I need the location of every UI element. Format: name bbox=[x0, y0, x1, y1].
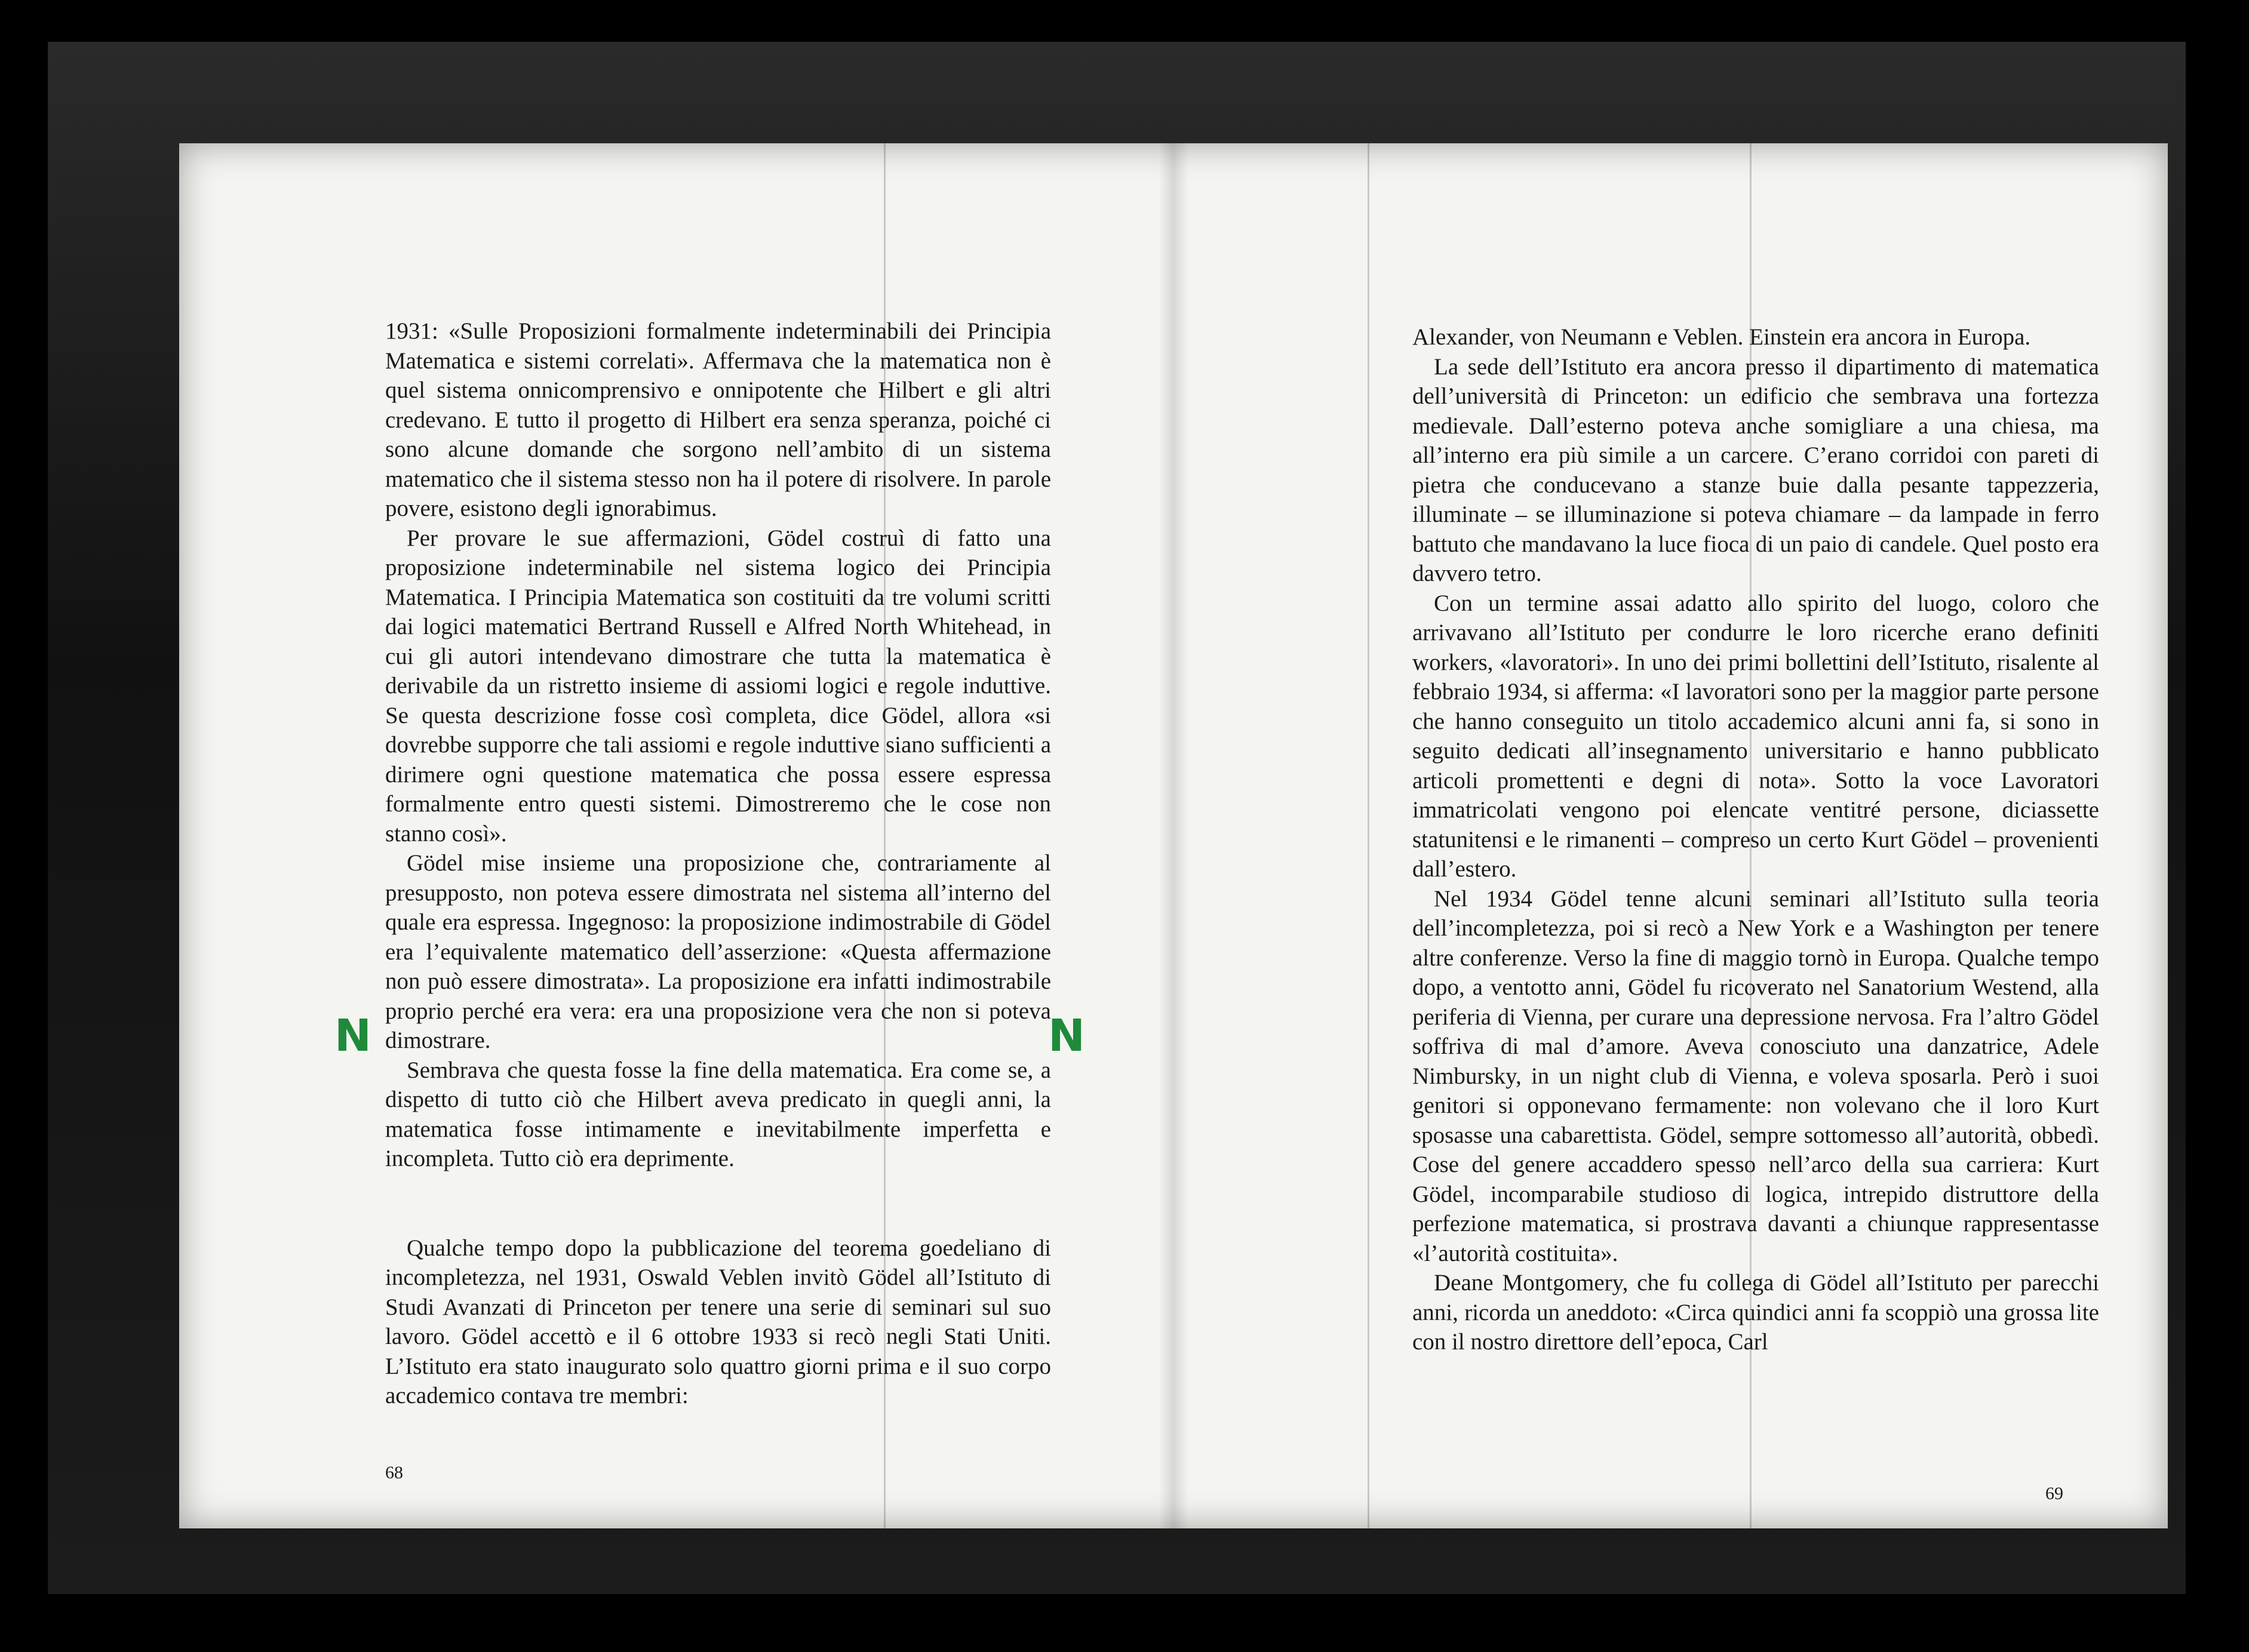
right-page bbox=[1173, 143, 2168, 1528]
section-break bbox=[385, 1174, 1051, 1233]
paragraph: Con un termine assai adatto allo spirito del luogo, coloro che arrivavano all’Istituto per condurre le loro ricerche erano definiti workers, «lavoratori». In uno dei primi bollettini dell’Istituto, risalente al febbraio 1934, si afferma: «I lavoratori sono per la maggior parte persone che hanno conseguito un titolo accademico alcuni anni fa, si sono in seguito dedicati all’insegnamento universitario e hanno pubblicato articoli promettenti e degni di nota». Sotto la voce Lavoratori immatricolati vengono poi elencate ventitré persone, diciassette statunitensi e le rimanenti – compreso un certo Kurt Gödel – provenienti dall’estero. bbox=[1412, 590, 2099, 882]
paragraph: Qualche tempo dopo la pubblicazione del teorema goedeliano di incompletezza, nel 1931, Oswald Veblen invitò Gödel all’Istituto di Studi Avanzati di Princeton per tenere una serie di seminari sul suo lavoro. Gödel accettò e il 6 ottobre 1933 si recò negli Stati Uniti. L’Istituto era stato inaugurato solo quattro giorni prima e il suo corpo accademico contava tre membri: bbox=[385, 1235, 1051, 1408]
left-page-text bbox=[385, 316, 1051, 1411]
paragraph: Per provare le sue affermazioni, Gödel costruì di fatto una proposizione indeterminabile nel sistema logico dei Principia Matematica. I Principia Matematica son costituiti da tre volumi scritti dai logici matematici Bertrand Russell e Alfred North Whitehead, in cui gli autori intendevano dimostrare che tutta la matematica è derivabile da un ristretto insieme di assiomi logici e regole induttive. Se questa descrizione fosse così completa, dice Gödel, allora «si dovrebbe supporre che tali assiomi e regole induttive siano sufficienti a dirimere ogni questione matematica che possa essere espressa formalmente entro questi sistemi. Dimostreremo che le cose non stanno così». bbox=[385, 525, 1051, 847]
left-page bbox=[179, 143, 1173, 1528]
paragraph: Nel 1934 Gödel tenne alcuni seminari all’Istituto sulla teoria dell’incompletezza, poi si recò a New York e a Washington per tenere altre conferenze. Verso la fine di maggio tornò in Europa. Qualche tempo dopo, a ventotto anni, Gödel fu ricoverato nel Sanatorium Westend, alla periferia di Vienna, per curare una depressione nervosa. Fra l’altro Gödel soffriva di mal d’amore. Aveva conosciuto una danzatrice, Adele Nimbursky, in un night club di Vienna, e voleva sposarla. Però i suoi genitori si opponevano fermamente: non volevano che il loro Kurt sposasse una cabarettista. Gödel, sempre sottomesso all’autorità, obbedì. Cose del genere accaddero spesso nell’arco della sua carriera: Kurt Gödel, incomparabile studioso di logica, intrepido distruttore della perfezione matematica, si prostrava davanti a chiunque rappresentasse «l’autorità costituita». bbox=[1412, 885, 2099, 1266]
page-number: 69 bbox=[2045, 1484, 2063, 1503]
page-number: 68 bbox=[385, 1463, 403, 1482]
right-page-text bbox=[1412, 322, 2099, 1357]
book-spread bbox=[179, 143, 2168, 1528]
paragraph: Deane Montgomery, che fu collega di Gödel all’Istituto per parecchi anni, ricorda un aneddoto: «Circa quindici anni fa scoppiò una grossa lite con il nostro direttore dell’epoca, Carl bbox=[1412, 1270, 2099, 1355]
paragraph: 1931: «Sulle Proposizioni formalmente indeterminabili dei Principia Matematica e sistemi correlati». Affermava che la matematica non è quel sistema onnicomprensivo e onnipotente che Hilbert e gli altri credevano. E tutto il progetto di Hilbert era senza speranza, poiché ci sono alcune domande che sorgono nell’ambito di un sistema matematico che il sistema stesso non ha il potere di risolvere. In parole povere, esistono degli ignorabimus. bbox=[385, 318, 1051, 521]
paragraph: Sembrava che questa fosse la fine della matematica. Era come se, a dispetto di tutto ciò che Hilbert aveva predicato in quegli anni, la matematica fosse intimamente e inevitabilmente imperfetta e incompleta. Tutto ciò era deprimente. bbox=[385, 1057, 1051, 1171]
paragraph: Gödel mise insieme una proposizione che, contrariamente al presupposto, non poteva essere dimostrata nel sistema all’interno del quale era espressa. Ingegnoso: la proposizione indimostrabile di Gödel era l’equivalente matematico dell’asserzione: «Questa affermazione non può essere dimostrata». La proposizione era infatti indimostrabile proprio perché era vera: era una proposizione vera che non si poteva dimostrare. bbox=[385, 850, 1051, 1053]
paragraph: Alexander, von Neumann e Veblen. Einstein era ancora in Europa. bbox=[1412, 324, 2031, 350]
margin-mark: N bbox=[334, 1010, 371, 1062]
margin-mark: N bbox=[1048, 1010, 1085, 1062]
paragraph: La sede dell’Istituto era ancora presso il dipartimento di matematica dell’università di Princeton: un edificio che sembrava una fortezza medievale. Dall’esterno poteva anche somigliare a una chiesa, ma all’interno era più simile a un carcere. C’erano corridoi con pareti di pietra che conducevano a stanze buie dalla pesante tappezzeria, illuminate – se illuminazione si poteva chiamare – da lampade in ferro battuto che mandavano la luce fioca di un paio di candele. Quel posto era davvero tetro. bbox=[1412, 353, 2099, 586]
